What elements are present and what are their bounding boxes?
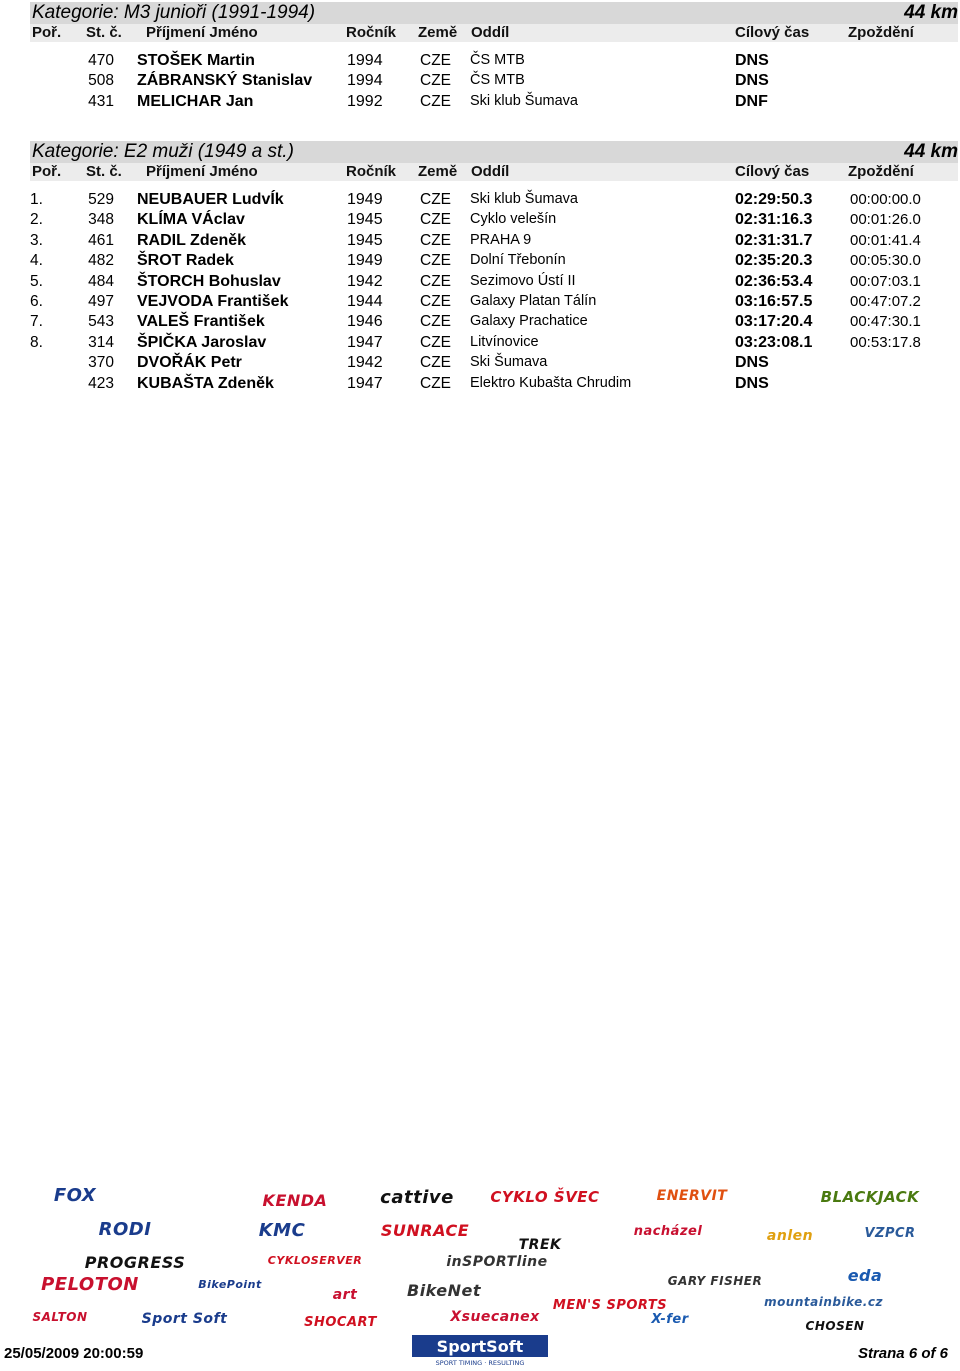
column-header-row (30, 163, 958, 181)
cell-stc: 314 (88, 333, 114, 351)
cell-time: DNS (735, 354, 769, 372)
cell-country: CZE (420, 211, 451, 229)
sponsor-logo: PELOTON (41, 1273, 139, 1295)
sponsor-logo: KMC (258, 1219, 306, 1241)
col-header-time: Cílový čas (735, 24, 810, 41)
cell-time: 02:31:16.3 (735, 211, 813, 229)
cell-club: Ski klub Šumava (470, 92, 578, 109)
sponsor-logos (0, 1180, 960, 1340)
table-row (30, 271, 958, 291)
cell-country: CZE (420, 354, 451, 372)
cell-country: CZE (420, 52, 451, 69)
logo-subtext: SPORT TIMING · RESULTING (435, 1359, 525, 1367)
cell-stc: 431 (88, 92, 114, 110)
cell-country: CZE (420, 313, 451, 331)
sponsor-logo: art (332, 1287, 358, 1303)
sponsor-logo: GARY FISHER (667, 1274, 763, 1288)
sponsor-logo: mountainbike.cz (764, 1295, 883, 1309)
cell-year: 1942 (347, 354, 383, 372)
category-distance: 44 km (904, 141, 958, 162)
sponsor-logo: CYKLOSERVER (267, 1253, 363, 1267)
cell-time: 03:17:20.4 (735, 313, 813, 331)
results-table (30, 189, 958, 393)
cell-time: DNS (735, 72, 769, 90)
cell-time: DNS (735, 374, 769, 392)
cell-club: Sezimovo Ústí II (470, 272, 576, 289)
cell-delay: 00:47:30.1 (850, 313, 921, 331)
col-header-stc: St. č. (86, 24, 122, 41)
cell-country: CZE (420, 272, 451, 290)
cell-country: CZE (420, 92, 451, 110)
cell-year: 1947 (347, 333, 383, 351)
cell-delay: 00:07:03.1 (850, 272, 921, 290)
sponsor-logo: SALTON (32, 1310, 88, 1324)
table-row (30, 311, 958, 331)
cell-time: 02:29:50.3 (735, 191, 813, 208)
column-header-row (30, 24, 958, 42)
category-title: Kategorie: E2 muži (1949 a st.) (32, 141, 294, 162)
cell-delay: 00:47:07.2 (850, 292, 921, 310)
cell-name: MELICHAR Jan (137, 92, 254, 110)
cell-stc: 484 (88, 272, 114, 290)
sponsor-logo: SHOCART (304, 1314, 377, 1330)
table-row (30, 50, 958, 70)
cell-year: 1992 (347, 92, 383, 110)
cell-club: Dolní Třebonín (470, 252, 566, 269)
cell-delay: 00:01:41.4 (850, 231, 921, 249)
table-row (30, 373, 958, 393)
sponsor-logo: BikePoint (198, 1277, 262, 1291)
category-header (30, 141, 958, 163)
cell-year: 1947 (347, 374, 383, 392)
sponsor-logo: X-fer (651, 1311, 689, 1327)
sponsor-logo: ENERVIT (656, 1188, 728, 1204)
cell-stc: 497 (88, 292, 114, 310)
cell-club: Elektro Kubašta Chrudim (470, 374, 632, 391)
cell-por: 6. (30, 292, 43, 310)
print-datetime: 25/05/2009 20:00:59 (4, 1345, 144, 1362)
cell-por: 3. (30, 231, 43, 249)
sponsor-logo: TREK (518, 1237, 562, 1253)
cell-country: CZE (420, 231, 451, 249)
cell-country: CZE (420, 374, 451, 392)
table-row (30, 189, 958, 209)
col-header-delay: Zpoždění (848, 163, 914, 180)
cell-time: 03:16:57.5 (735, 292, 813, 310)
sponsor-logo: VZPCR (864, 1225, 916, 1241)
table-row (30, 91, 958, 111)
col-header-name: Příjmení Jméno (146, 163, 258, 180)
category-section (30, 2, 958, 111)
col-header-delay: Zpoždění (848, 24, 914, 41)
category-title: Kategorie: M3 junioři (1991-1994) (32, 2, 316, 23)
cell-stc: 482 (88, 252, 114, 270)
table-row (30, 332, 958, 352)
cell-name: VEJVODA František (137, 292, 289, 310)
cell-time: 03:23:08.1 (735, 333, 813, 351)
sponsor-logo: MEN'S SPORTS (552, 1297, 668, 1313)
sponsor-logo: PROGRESS (84, 1252, 186, 1272)
col-header-club: Oddíl (471, 163, 510, 180)
cell-name: NEUBAUER LudvÍk (137, 191, 284, 208)
cell-year: 1994 (347, 52, 383, 69)
cell-por: 7. (30, 313, 43, 331)
sponsor-logo: Sport Soft (141, 1311, 228, 1327)
sponsor-logo: nacházel (633, 1223, 703, 1239)
category-distance: 44 km (904, 2, 958, 23)
cell-name: ŠPIČKA Jaroslav (137, 333, 267, 351)
cell-stc: 543 (88, 313, 114, 331)
table-row (30, 250, 958, 270)
cell-club: Ski Šumava (470, 354, 548, 371)
cell-club: Ski klub Šumava (470, 191, 578, 207)
cell-por: 8. (30, 333, 43, 351)
sponsor-logo: Xsuecanex (450, 1309, 540, 1325)
cell-year: 1942 (347, 272, 383, 290)
cell-name: DVOŘÁK Petr (137, 354, 242, 372)
results-table (30, 50, 958, 111)
sponsor-logo: BikeNet (407, 1280, 481, 1300)
cell-club: Cyklo velešín (470, 211, 557, 228)
cell-time: 02:35:20.3 (735, 252, 813, 270)
col-header-club: Oddíl (471, 24, 510, 41)
cell-por: 4. (30, 252, 43, 270)
col-header-year: Ročník (346, 163, 397, 180)
cell-year: 1949 (347, 252, 383, 270)
cell-time: 02:36:53.4 (735, 272, 813, 290)
cell-stc: 470 (88, 52, 114, 69)
cell-stc: 370 (88, 354, 114, 372)
sponsor-logo: KENDA (262, 1190, 328, 1210)
cell-country: CZE (420, 252, 451, 270)
cell-club: ČS MTB (470, 52, 525, 68)
sponsor-logo: cattive (380, 1186, 454, 1208)
page-number: Strana 6 of 6 (857, 1345, 948, 1362)
col-header-country: Země (418, 24, 458, 41)
cell-por: 5. (30, 272, 43, 290)
cell-delay: 00:01:26.0 (850, 211, 921, 229)
cell-delay: 00:05:30.0 (850, 252, 921, 270)
sponsor-logo: eda (847, 1265, 883, 1285)
table-row (30, 70, 958, 90)
cell-time: 02:31:31.7 (735, 231, 813, 249)
cell-name: ŠROT Radek (137, 252, 234, 270)
cell-name: KUBAŠTA Zdeněk (137, 374, 274, 392)
cell-name: ŠTORCH Bohuslav (137, 272, 281, 290)
cell-name: RADIL Zdeněk (137, 231, 247, 249)
cell-year: 1949 (347, 191, 383, 208)
sponsor-logo: CYKLO ŠVEC (490, 1188, 600, 1206)
cell-year: 1945 (347, 211, 383, 229)
cell-stc: 348 (88, 211, 114, 229)
sponsor-logo: SUNRACE (380, 1220, 470, 1240)
cell-por: 2. (30, 211, 43, 229)
page-footer (0, 1335, 960, 1371)
cell-club: Galaxy Platan Tálín (470, 292, 597, 309)
sponsor-logo: CHOSEN (805, 1319, 865, 1333)
sponsor-logo: anlen (766, 1228, 814, 1244)
cell-stc: 508 (88, 72, 114, 90)
cell-year: 1994 (347, 72, 383, 90)
cell-club: PRAHA 9 (470, 231, 532, 248)
cell-year: 1946 (347, 313, 383, 331)
cell-name: STOŠEK Martin (137, 52, 255, 69)
cell-country: CZE (420, 191, 451, 208)
cell-country: CZE (420, 72, 451, 90)
cell-time: DNF (735, 92, 768, 110)
cell-country: CZE (420, 333, 451, 351)
table-row (30, 230, 958, 250)
col-header-por: Poř. (32, 24, 62, 41)
col-header-por: Poř. (32, 163, 62, 180)
sponsor-logo: BLACKJACK (820, 1188, 920, 1206)
cell-year: 1945 (347, 231, 383, 249)
cell-name: KLÍMA VÁclav (137, 211, 245, 229)
cell-club: ČS MTB (470, 72, 525, 89)
col-header-name: Příjmení Jméno (146, 24, 258, 41)
cell-year: 1944 (347, 292, 383, 310)
category-section (30, 141, 958, 393)
cell-club: Galaxy Prachatice (470, 313, 588, 330)
sponsor-logo: RODI (98, 1218, 152, 1240)
col-header-year: Ročník (346, 24, 397, 41)
cell-delay: 00:00:00.0 (850, 191, 921, 208)
sponsor-logo: FOX (53, 1184, 97, 1206)
cell-delay: 00:53:17.8 (850, 333, 921, 351)
col-header-country: Země (418, 163, 458, 180)
cell-stc: 423 (88, 374, 114, 392)
cell-club: Litvínovice (470, 333, 539, 350)
category-header (30, 2, 958, 24)
table-row (30, 352, 958, 372)
cell-stc: 529 (88, 191, 114, 208)
cell-time: DNS (735, 52, 769, 69)
cell-name: ZÁBRANSKÝ Stanislav (137, 72, 313, 90)
cell-stc: 461 (88, 231, 114, 249)
sportsoft-logo (412, 1335, 548, 1367)
col-header-time: Cílový čas (735, 163, 810, 180)
table-row (30, 209, 958, 229)
cell-country: CZE (420, 292, 451, 310)
col-header-stc: St. č. (86, 163, 122, 180)
cell-por: 1. (30, 191, 43, 208)
cell-name: VALEŠ František (137, 313, 265, 331)
table-row (30, 291, 958, 311)
sponsor-logo: inSPORTline (446, 1254, 548, 1270)
logo-text: SportSoft (436, 1337, 524, 1356)
